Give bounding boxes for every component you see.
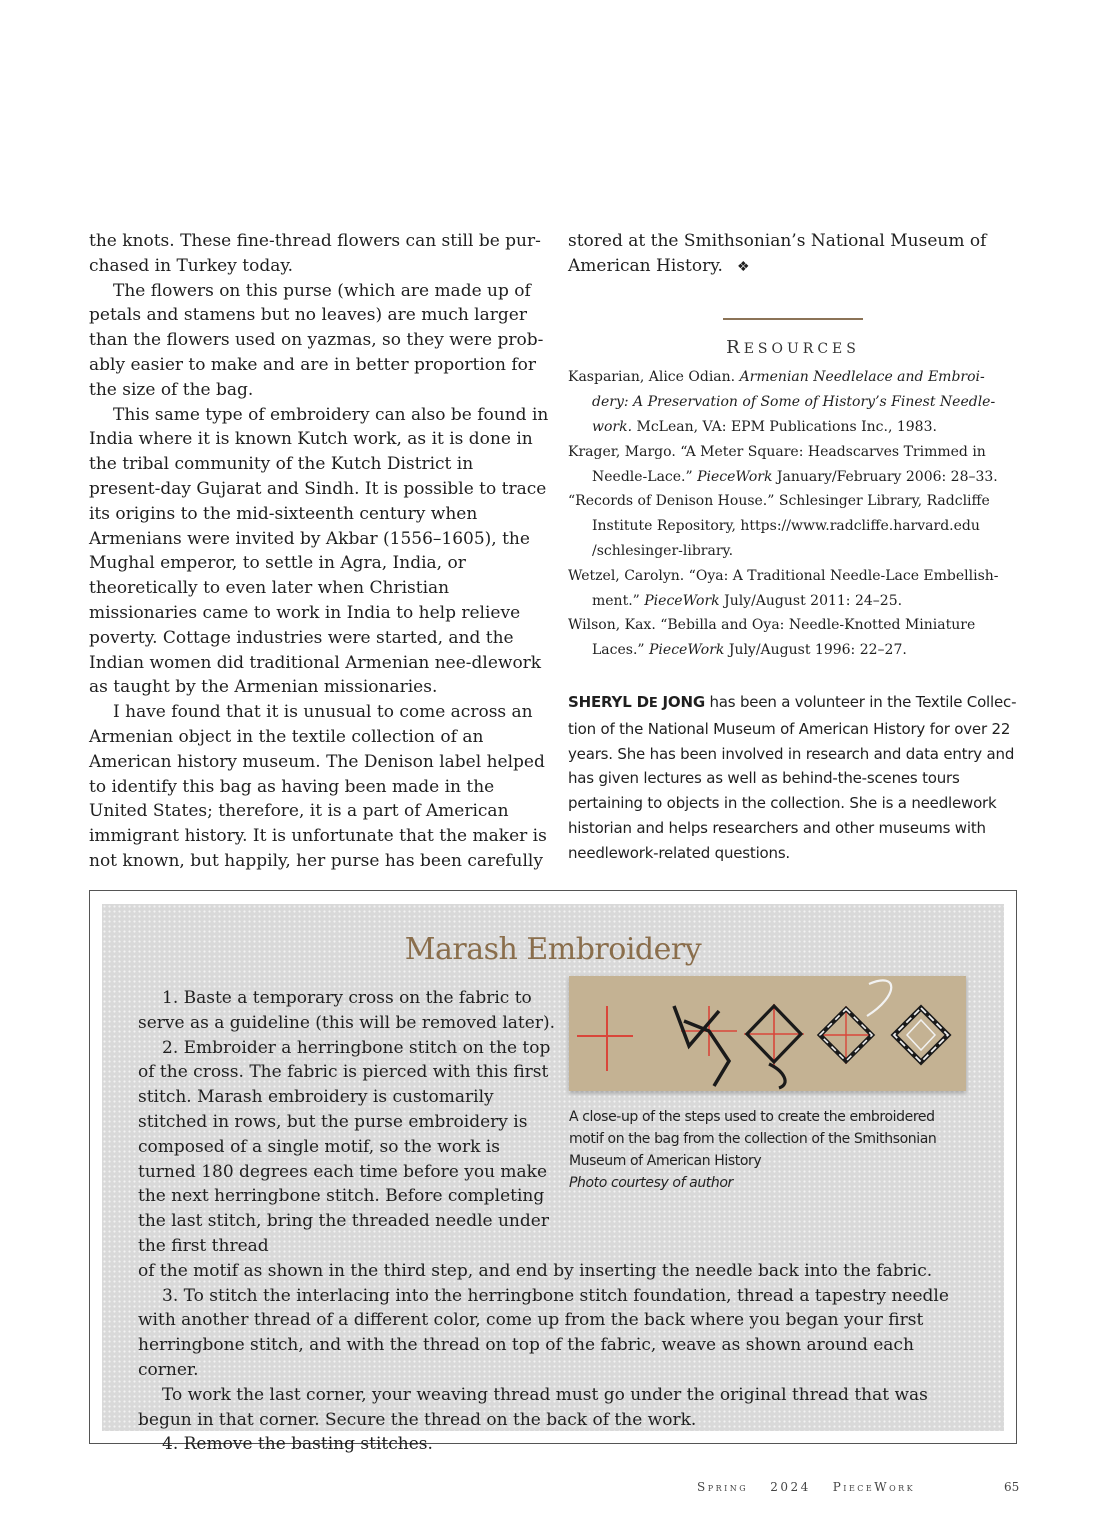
reference-item: Wilson, Kax. “Bebilla and Oya: Needle-Knotted Miniature Laces.” PieceWork July/August 1996: 22–27.	[568, 617, 976, 659]
left-column	[89, 229, 549, 874]
reference-item: “Records of Denison House.” Schlesinger Library, Radcliffe Institute Repository, https://www.radcliffe.harvard.edu /schlesinger-library.	[568, 493, 990, 559]
sidebar-title: Marash Embroidery	[404, 932, 702, 967]
instruction-step: 3. To stitch the interlacing into the herringbone stitch foundation, thread a tapestry needle with another thread of a different color, come up from the back where you began your first herringbone stitch, and with the thread on top of the fabric, weave as shown around each corner.	[138, 1285, 949, 1380]
sidebar-panel	[102, 904, 1004, 1455]
instruction-step: To work the last corner, your weaving thread must go under the original thread that was begun in that corner. Secure the thread on the back of the work.	[138, 1384, 928, 1430]
article-ending	[568, 229, 1018, 280]
body-paragraph: This same type of embroidery can also be found in India where it is known Kutch work, as it is done in the tribal community of the Kutch District in present-day Gujarat and Sindh. It is possible to trace its origins to the mid-sixteenth century when Armenians were invited by Akbar (1556–1605), the Mughal emperor, to settle in Agra, India, or theoretically to even later when Christian missionaries came to work in India to help relieve poverty. Cottage industries were started, and the Indian women did traditional Armenian nee-dlework as taught by the Armenian missionaries.	[89, 404, 549, 698]
author-bio: SHERYL DE JONG has been a volunteer in the Textile Collec-tion of the National Museum of American History for over 22 years. She has been involved in research and data entry and has given lectures as well as behind-the-scenes tours pertaining to objects in the collection. She is a needlework historian and helps researchers and other museums with needlework-related questions.	[568, 692, 1017, 862]
instruction-step: 2. Embroider a herringbone stitch on the top of the cross. The fabric is pierced with this first stitch. Marash embroidery is customarily stitched in rows, but the purse embroidery is composed of a single motif, so the work is turned 180 degrees each time before you make the next herringbone stitch. Before completing the last stitch, bring the threaded needle under the first thread	[138, 1037, 551, 1256]
caption-text: A close-up of the steps used to create the embroidered motif on the bag from the collection of the Smithsonian Museum of American History	[569, 1109, 937, 1169]
instructions-narrow	[138, 986, 556, 1259]
footer-year: 2024	[770, 1480, 811, 1494]
section-divider	[723, 318, 863, 320]
reference-item: Wetzel, Carolyn. “Oya: A Traditional Needle-Lace Embellish-ment.” PieceWork July/August 2011: 24–25.	[568, 567, 999, 609]
end-mark-icon: ❖	[736, 258, 750, 275]
page-number: 65	[1004, 1480, 1020, 1494]
instruction-step: 1. Baste a temporary cross on the fabric to serve as a guideline (this will be removed later).	[138, 988, 555, 1033]
instruction-step-tail: of the motif as shown in the third step, and end by inserting the needle back into the fabric.	[138, 1260, 933, 1281]
reference-item: Kasparian, Alice Odian. Armenian Needlelace and Embroi-dery: A Preservation of Some of History’s Finest Needle-work. McLean, VA: EPM Publications Inc., 1983.	[568, 369, 996, 435]
right-column	[568, 229, 1018, 866]
sidebar-instructions	[138, 986, 978, 1457]
body-paragraph: The flowers on this purse (which are made up of petals and stamens but no leaves) are much larger than the flowers used on yazmas, so they were prob-ably easier to make and are in better proportion for the size of the bag.	[89, 280, 544, 400]
instruction-step: 4. Remove the basting stitches.	[162, 1434, 433, 1455]
continuation-text: stored at the Smithsonian’s National Museum of American History.	[568, 231, 987, 276]
footer-season: Spring	[697, 1480, 749, 1494]
resources-heading: RESOURCES	[726, 336, 860, 358]
body-paragraph: I have found that it is unusual to come across an Armenian object in the textile collection of an American history museum. The Denison label helped to identify this bag as having been made in the United States; therefore, it is a part of American immigrant history. It is unfortunate that the maker is not known, but happily, her purse has been carefully	[89, 702, 547, 871]
reference-item: Krager, Margo. “A Meter Square: Headscarves Trimmed in Needle-Lace.” PieceWork January/February 2006: 28–33.	[568, 443, 998, 485]
body-paragraph: the knots. These fine-thread flowers can still be pur-chased in Turkey today.	[89, 231, 541, 276]
author-name: SHERYL DE JONG	[568, 692, 705, 711]
footer-magazine: PieceWork	[832, 1480, 916, 1494]
sidebar-box	[89, 890, 1017, 1455]
page-footer	[697, 1480, 915, 1494]
photo-credit: Photo courtesy of author	[569, 1175, 733, 1191]
